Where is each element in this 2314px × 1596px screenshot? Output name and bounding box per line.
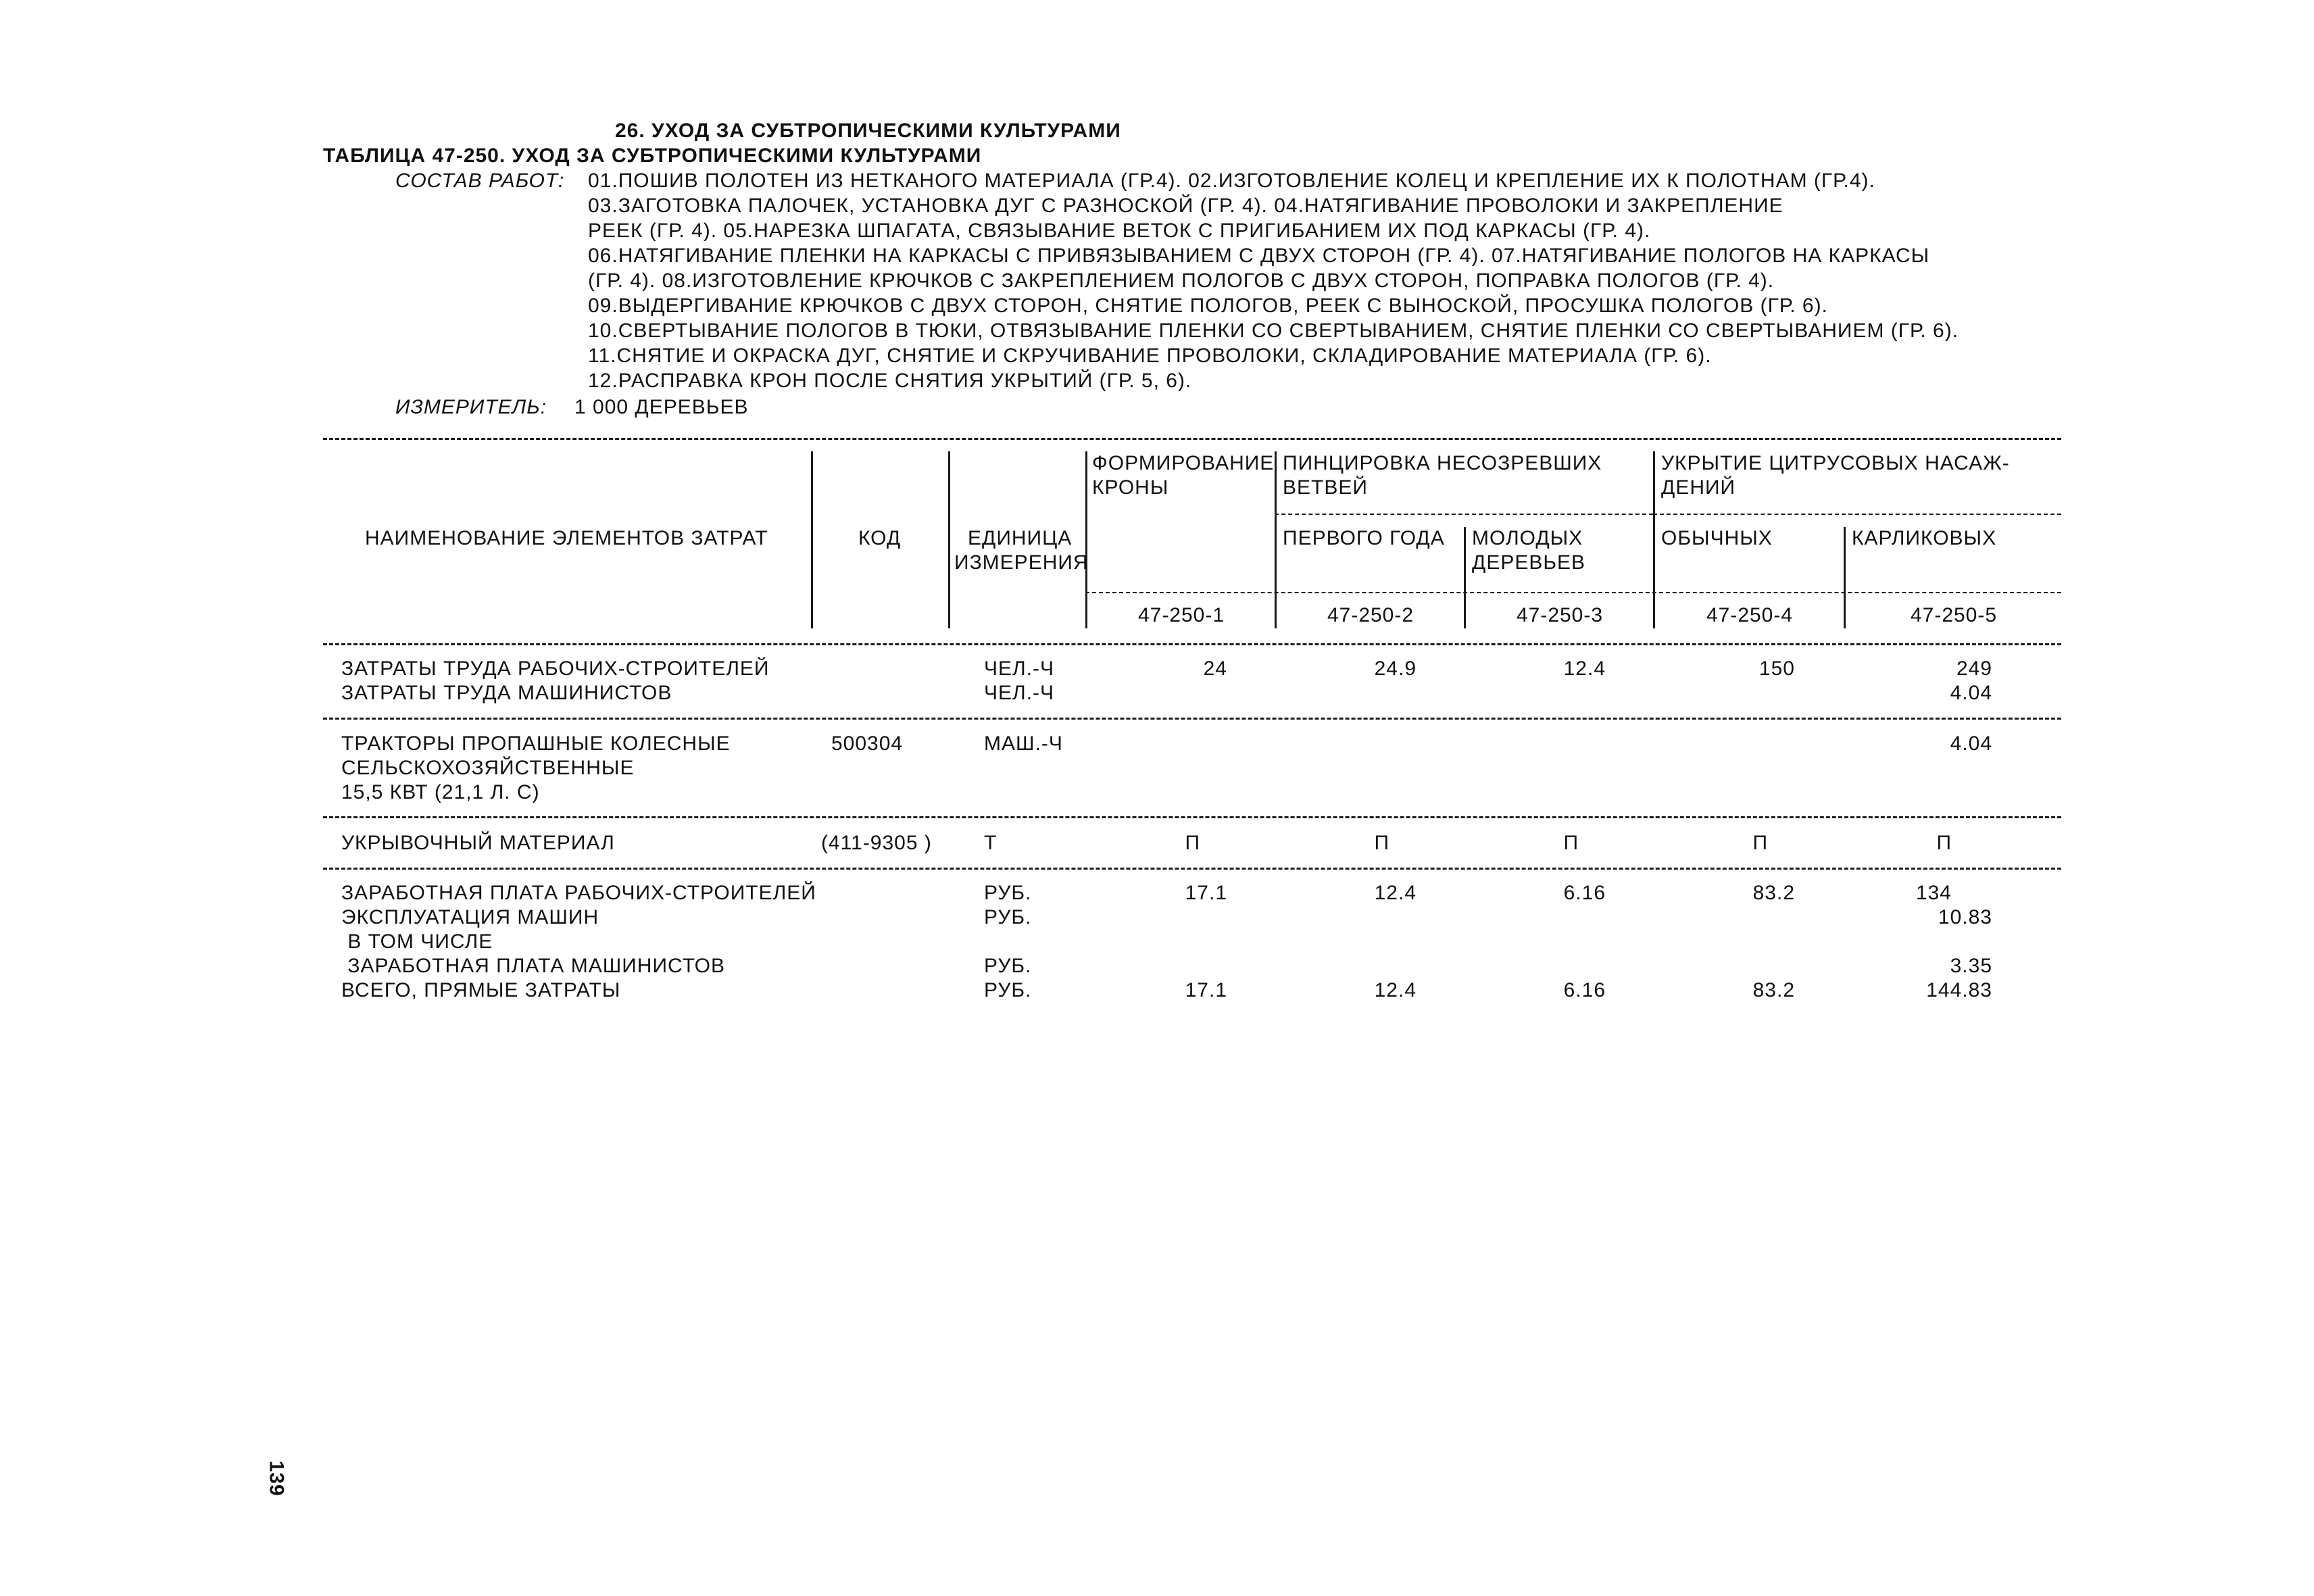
work-line: 10.СВЕРТЫВАНИЕ ПОЛОГОВ В ТЮКИ, ОТВЯЗЫВАНИЕ ПЛЕНКИ СО СВЕРТЫВАНИЕМ, СНЯТИЕ ПЛЕНКИ СО СВЕРТЫВАНИЕМ (ГР. 6).	[588, 320, 1959, 342]
column-divider	[1653, 451, 1655, 628]
row-unit: РУБ.	[984, 906, 1032, 928]
row-value: П	[1752, 832, 1768, 854]
row-unit: ЧЕЛ.-Ч	[984, 682, 1055, 704]
row-name: ЭКСПЛУАТАЦИЯ МАШИН	[341, 906, 599, 928]
row-value: 249	[1956, 657, 1992, 680]
row-name: ТРАКТОРЫ ПРОПАШНЫЕ КОЛЕСНЫЕ	[341, 732, 731, 755]
row-name: ВСЕГО, ПРЯМЫЕ ЗАТРАТЫ	[341, 979, 621, 1001]
header-pinch: ВЕТВЕЙ	[1283, 476, 1368, 499]
row-value: 4.04	[1950, 732, 1992, 755]
header-bottom-rule	[323, 643, 2061, 645]
row-value: 17.1	[1185, 882, 1227, 904]
page-number: 139	[265, 1460, 288, 1497]
section-title: 26. УХОД ЗА СУБТРОПИЧЕСКИМИ КУЛЬТУРАМИ	[615, 120, 1121, 142]
group-rule	[323, 718, 2061, 720]
row-unit: Т	[984, 832, 998, 854]
row-value: 83.2	[1752, 882, 1795, 904]
column-code: 47-250-2	[1327, 604, 1414, 626]
header-forming: КРОНЫ	[1092, 476, 1169, 499]
column-divider	[1464, 527, 1466, 628]
header-unit: ИЗМЕРЕНИЯ	[954, 551, 1089, 574]
row-unit: ЧЕЛ.-Ч	[984, 657, 1055, 680]
header-cover: УКРЫТИЕ ЦИТРУСОВЫХ НАСАЖ-	[1661, 452, 2010, 474]
header-code: КОД	[858, 527, 902, 549]
row-value: 134	[1915, 882, 1952, 904]
measure-value: 1 000 ДЕРЕВЬЕВ	[574, 396, 749, 418]
header-unit: ЕДИНИЦА	[968, 527, 1073, 549]
header-forming: ФОРМИРОВАНИЕ	[1092, 452, 1275, 474]
work-line: 09.ВЫДЕРГИВАНИЕ КРЮЧКОВ С ДВУХ СТОРОН, СНЯТИЕ ПОЛОГОВ, РЕЕК С ВЫНОСКОЙ, ПРОСУШКА ПОЛОГОВ (ГР. 6).	[588, 295, 1828, 317]
row-name: ЗАТРАТЫ ТРУДА РАБОЧИХ-СТРОИТЕЛЕЙ	[341, 657, 770, 680]
table-title: ТАБЛИЦА 47-250. УХОД ЗА СУБТРОПИЧЕСКИМИ КУЛЬТУРАМИ	[323, 145, 982, 167]
work-line: 01.ПОШИВ ПОЛОТЕН ИЗ НЕТКАНОГО МАТЕРИАЛА (ГР.4). 02.ИЗГОТОВЛЕНИЕ КОЛЕЦ И КРЕПЛЕНИЕ ИХ К ПОЛОТНАМ (ГР.4).	[588, 170, 1875, 192]
group-rule	[323, 868, 2061, 870]
row-value: 24	[1203, 657, 1227, 680]
row-name: В ТОМ ЧИСЛЕ	[341, 930, 493, 953]
row-unit: МАШ.-Ч	[984, 732, 1063, 755]
column-divider	[948, 451, 950, 628]
header-subrule	[1275, 514, 1653, 515]
row-value: 3.35	[1950, 955, 1992, 977]
header-young: МОЛОДЫХ	[1472, 527, 1583, 549]
work-line: 03.ЗАГОТОВКА ПАЛОЧЕК, УСТАНОВКА ДУГ С РАЗНОСКОЙ (ГР. 4). 04.НАТЯГИВАНИЕ ПРОВОЛОКИ И ЗАКРЕПЛЕНИЕ	[588, 195, 1783, 217]
column-divider	[811, 451, 813, 628]
row-name: 15,5 КВТ (21,1 Л. С)	[341, 781, 540, 803]
row-value: П	[1563, 832, 1579, 854]
row-value: 12.4	[1563, 657, 1606, 680]
row-value: 12.4	[1374, 979, 1417, 1001]
row-value: 4.04	[1950, 682, 1992, 704]
header-subrule	[1653, 514, 2061, 515]
row-name: УКРЫВОЧНЫЙ МАТЕРИАЛ	[341, 832, 615, 854]
row-name: СЕЛЬСКОХОЗЯЙСТВЕННЫЕ	[341, 757, 635, 779]
work-line: РЕЕК (ГР. 4). 05.НАРЕЗКА ШПАГАТА, СВЯЗЫВАНИЕ ВЕТОК С ПРИГИБАНИЕМ ИХ ПОД КАРКАСЫ (ГР. 4).	[588, 220, 1651, 242]
row-value: 10.83	[1938, 906, 1992, 928]
header-first-year: ПЕРВОГО ГОДА	[1283, 527, 1445, 549]
row-value: 17.1	[1185, 979, 1227, 1001]
row-value: П	[1936, 832, 1952, 854]
column-divider	[1085, 451, 1087, 628]
header-subrule	[1085, 592, 2061, 593]
row-value: 6.16	[1563, 979, 1606, 1001]
work-line: (ГР. 4). 08.ИЗГОТОВЛЕНИЕ КРЮЧКОВ С ЗАКРЕПЛЕНИЕМ ПОЛОГОВ С ДВУХ СТОРОН, ПОПРАВКА ПОЛОГОВ (ГР. 4).	[588, 270, 1775, 292]
group-rule	[323, 816, 2061, 818]
row-value: 150	[1758, 657, 1795, 680]
row-value: П	[1374, 832, 1389, 854]
header-young: ДЕРЕВЬЕВ	[1472, 551, 1586, 574]
header-name: НАИМЕНОВАНИЕ ЭЛЕМЕНТОВ ЗАТРАТ	[365, 527, 768, 549]
row-value: 24.9	[1374, 657, 1417, 680]
row-value: 144.83	[1926, 979, 1992, 1001]
header-cover: ДЕНИЙ	[1661, 476, 1736, 499]
work-line: 12.РАСПРАВКА КРОН ПОСЛЕ СНЯТИЯ УКРЫТИЙ (ГР. 5, 6).	[588, 370, 1192, 392]
table-top-rule	[323, 438, 2061, 440]
row-value: 6.16	[1563, 882, 1606, 904]
row-unit: РУБ.	[984, 882, 1032, 904]
row-unit: РУБ.	[984, 955, 1032, 977]
column-code: 47-250-3	[1516, 604, 1604, 626]
measure-label: ИЗМЕРИТЕЛЬ:	[395, 396, 547, 418]
row-unit: РУБ.	[984, 979, 1032, 1001]
header-pinch: ПИНЦИРОВКА НЕСОЗРЕВШИХ	[1283, 452, 1602, 474]
column-code: 47-250-1	[1137, 604, 1225, 626]
row-value: 83.2	[1752, 979, 1795, 1001]
row-value: 12.4	[1374, 882, 1417, 904]
row-code: 500304	[831, 732, 904, 755]
work-line: 11.СНЯТИЕ И ОКРАСКА ДУГ, СНЯТИЕ И СКРУЧИВАНИЕ ПРОВОЛОКИ, СКЛАДИРОВАНИЕ МАТЕРИАЛА (ГР. 6).	[588, 345, 1712, 367]
row-name: ЗАРАБОТНАЯ ПЛАТА МАШИНИСТОВ	[341, 955, 726, 977]
row-value: П	[1185, 832, 1200, 854]
row-code: (411-9305 )	[821, 832, 932, 854]
work-line: 06.НАТЯГИВАНИЕ ПЛЕНКИ НА КАРКАСЫ С ПРИВЯЗЫВАНИЕМ С ДВУХ СТОРОН (ГР. 4). 07.НАТЯГИВАНИЕ ПОЛОГОВ НА КАРКАСЫ	[588, 245, 1930, 267]
column-code: 47-250-5	[1910, 604, 1998, 626]
column-divider	[1275, 451, 1277, 628]
header-ordinary: ОБЫЧНЫХ	[1661, 527, 1773, 549]
work-composition-label: СОСТАВ РАБОТ:	[395, 170, 565, 192]
column-divider	[1844, 527, 1846, 628]
row-name: ЗАТРАТЫ ТРУДА МАШИНИСТОВ	[341, 682, 672, 704]
header-dwarf: КАРЛИКОВЫХ	[1852, 527, 1997, 549]
column-code: 47-250-4	[1706, 604, 1794, 626]
row-name: ЗАРАБОТНАЯ ПЛАТА РАБОЧИХ-СТРОИТЕЛЕЙ	[341, 882, 816, 904]
